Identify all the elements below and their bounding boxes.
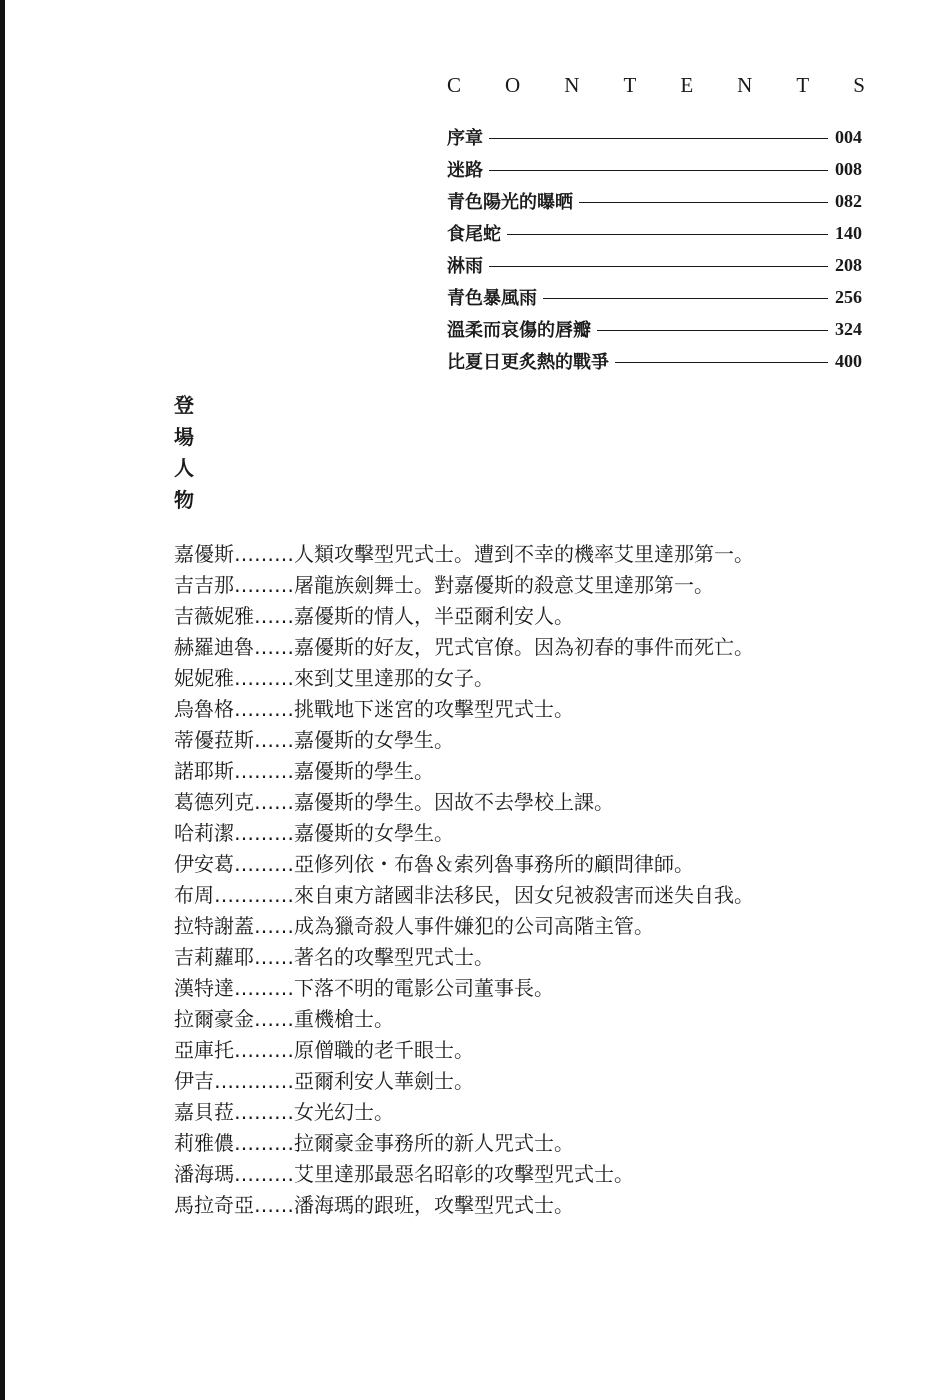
character-name: 吉吉那 bbox=[174, 573, 234, 597]
character-description: 拉爾豪金事務所的新人咒式士。 bbox=[294, 1131, 574, 1155]
character-entry bbox=[174, 756, 874, 787]
character-name: 妮妮雅 bbox=[174, 666, 234, 690]
character-leader-dots: ……… bbox=[234, 1162, 294, 1186]
toc-entry bbox=[447, 185, 862, 217]
toc-leader-line bbox=[507, 234, 828, 235]
toc-entry bbox=[447, 249, 862, 281]
character-description: 嘉優斯的女學生。 bbox=[294, 821, 454, 845]
character-description: 嘉優斯的學生。 bbox=[294, 759, 434, 783]
character-name: 伊安葛 bbox=[174, 852, 234, 876]
toc-entry-title: 淋雨 bbox=[447, 256, 483, 277]
character-entry bbox=[174, 880, 874, 911]
character-description: 亞爾利安人華劍士。 bbox=[294, 1069, 474, 1093]
character-description: 挑戰地下迷宮的攻擊型咒式士。 bbox=[294, 697, 574, 721]
character-entry bbox=[174, 539, 874, 570]
character-entry bbox=[174, 849, 874, 880]
toc-leader-line bbox=[597, 330, 828, 331]
character-entry bbox=[174, 601, 874, 632]
contents-heading-letter: T bbox=[796, 73, 810, 97]
character-leader-dots: …… bbox=[254, 728, 294, 752]
cast-heading bbox=[174, 390, 200, 516]
character-name: 諾耶斯 bbox=[174, 759, 234, 783]
character-name: 嘉優斯 bbox=[174, 542, 234, 566]
character-entry bbox=[174, 973, 874, 1004]
cast-heading-char: 場 bbox=[174, 424, 194, 449]
toc-leader-line bbox=[579, 202, 828, 203]
character-name: 伊吉 bbox=[174, 1069, 214, 1093]
contents-heading bbox=[447, 72, 865, 98]
toc-entry-page-number: 004 bbox=[835, 126, 862, 147]
cast-heading-char: 登 bbox=[174, 393, 194, 417]
character-entry bbox=[174, 632, 874, 663]
character-name: 嘉貝菈 bbox=[174, 1100, 234, 1124]
character-description: 人類攻擊型咒式士。遭到不幸的機率艾里達那第一。 bbox=[294, 542, 754, 566]
character-description: 亞修列依・布魯＆索列魯事務所的顧問律師。 bbox=[294, 852, 694, 876]
character-entry bbox=[174, 1035, 874, 1066]
character-entry bbox=[174, 911, 874, 942]
toc-entry-page-number: 082 bbox=[835, 190, 862, 211]
table-of-contents bbox=[447, 121, 862, 377]
character-list bbox=[174, 539, 874, 1221]
toc-entry-page-number: 008 bbox=[835, 158, 862, 179]
toc-entry-title: 序章 bbox=[447, 128, 483, 149]
book-spine-edge bbox=[0, 0, 5, 1400]
character-leader-dots: ……… bbox=[234, 976, 294, 1000]
character-leader-dots: …… bbox=[254, 914, 294, 938]
toc-entry-title: 迷路 bbox=[447, 160, 483, 181]
character-description: 嘉優斯的好友，咒式官僚。因為初春的事件而死亡。 bbox=[294, 635, 754, 659]
contents-heading-letter: S bbox=[853, 73, 865, 97]
character-leader-dots: …… bbox=[254, 604, 294, 628]
character-leader-dots: …… bbox=[254, 1193, 294, 1217]
character-name: 潘海瑪 bbox=[174, 1162, 234, 1186]
toc-leader-line bbox=[543, 298, 828, 299]
character-description: 嘉優斯的學生。因故不去學校上課。 bbox=[294, 790, 614, 814]
toc-entry-title: 青色陽光的曝晒 bbox=[447, 192, 573, 213]
character-entry bbox=[174, 1066, 874, 1097]
character-description: 著名的攻擊型咒式士。 bbox=[294, 945, 494, 969]
character-leader-dots: ………… bbox=[214, 1069, 294, 1093]
toc-leader-line bbox=[489, 138, 828, 139]
character-leader-dots: …… bbox=[254, 790, 294, 814]
character-leader-dots: ………… bbox=[214, 883, 294, 907]
character-entry bbox=[174, 942, 874, 973]
character-leader-dots: ……… bbox=[234, 697, 294, 721]
cast-heading-char: 物 bbox=[174, 487, 194, 512]
character-name: 馬拉奇亞 bbox=[174, 1193, 254, 1217]
toc-leader-line bbox=[615, 362, 828, 363]
character-entry bbox=[174, 1159, 874, 1190]
contents-heading-letter: O bbox=[505, 73, 521, 97]
character-description: 屠龍族劍舞士。對嘉優斯的殺意艾里達那第一。 bbox=[294, 573, 714, 597]
character-entry bbox=[174, 1128, 874, 1159]
character-entry bbox=[174, 663, 874, 694]
toc-entry-title: 溫柔而哀傷的唇瓣 bbox=[447, 320, 591, 341]
toc-entry-page-number: 400 bbox=[835, 350, 862, 371]
character-leader-dots: ……… bbox=[234, 821, 294, 845]
character-name: 哈莉潔 bbox=[174, 821, 234, 845]
character-description: 下落不明的電影公司董事長。 bbox=[294, 976, 554, 1000]
toc-entry bbox=[447, 153, 862, 185]
toc-entry-page-number: 256 bbox=[835, 286, 862, 307]
character-name: 吉莉蘿耶 bbox=[174, 945, 254, 969]
character-leader-dots: ……… bbox=[234, 542, 294, 566]
toc-entry-page-number: 208 bbox=[835, 254, 862, 275]
contents-heading-letter: N bbox=[564, 73, 580, 97]
toc-entry bbox=[447, 313, 862, 345]
character-name: 蒂優菈斯 bbox=[174, 728, 254, 752]
character-entry bbox=[174, 725, 874, 756]
toc-entry-page-number: 324 bbox=[835, 318, 862, 339]
character-name: 拉爾豪金 bbox=[174, 1007, 254, 1031]
character-description: 來自東方諸國非法移民，因女兒被殺害而迷失自我。 bbox=[294, 883, 754, 907]
contents-heading-letter: C bbox=[447, 73, 462, 97]
character-name: 布周 bbox=[174, 883, 214, 907]
character-name: 烏魯格 bbox=[174, 697, 234, 721]
character-leader-dots: ……… bbox=[234, 666, 294, 690]
character-entry bbox=[174, 1097, 874, 1128]
character-name: 葛德列克 bbox=[174, 790, 254, 814]
toc-leader-line bbox=[489, 266, 828, 267]
character-entry bbox=[174, 1190, 874, 1221]
character-leader-dots: …… bbox=[254, 945, 294, 969]
contents-heading-letter: N bbox=[737, 73, 753, 97]
character-name: 亞庫托 bbox=[174, 1038, 234, 1062]
character-leader-dots: …… bbox=[254, 1007, 294, 1031]
toc-entry bbox=[447, 345, 862, 377]
character-leader-dots: ……… bbox=[234, 759, 294, 783]
character-leader-dots: ……… bbox=[234, 1131, 294, 1155]
contents-heading-letter: T bbox=[623, 73, 637, 97]
character-description: 重機槍士。 bbox=[294, 1007, 394, 1031]
contents-heading-letter: E bbox=[680, 73, 694, 97]
cast-heading-char: 人 bbox=[174, 456, 194, 480]
character-leader-dots: ……… bbox=[234, 1038, 294, 1062]
character-leader-dots: ……… bbox=[234, 852, 294, 876]
toc-entry bbox=[447, 217, 862, 249]
character-description: 潘海瑪的跟班，攻擊型咒式士。 bbox=[294, 1193, 574, 1217]
character-description: 嘉優斯的女學生。 bbox=[294, 728, 454, 752]
character-description: 嘉優斯的情人，半亞爾利安人。 bbox=[294, 604, 574, 628]
toc-entry-title: 比夏日更炙熱的戰爭 bbox=[447, 352, 609, 373]
character-description: 成為獵奇殺人事件嫌犯的公司高階主管。 bbox=[294, 914, 654, 938]
character-name: 赫羅迪魯 bbox=[174, 635, 254, 659]
toc-entry-title: 青色暴風雨 bbox=[447, 288, 537, 309]
toc-entry-page-number: 140 bbox=[835, 222, 862, 243]
character-entry bbox=[174, 694, 874, 725]
character-leader-dots: ……… bbox=[234, 1100, 294, 1124]
character-description: 來到艾里達那的女子。 bbox=[294, 666, 494, 690]
character-description: 女光幻士。 bbox=[294, 1100, 394, 1124]
character-name: 吉薇妮雅 bbox=[174, 604, 254, 628]
character-entry bbox=[174, 787, 874, 818]
toc-leader-line bbox=[489, 170, 828, 171]
character-leader-dots: ……… bbox=[234, 573, 294, 597]
character-name: 莉雅儂 bbox=[174, 1131, 234, 1155]
character-entry bbox=[174, 1004, 874, 1035]
character-name: 漢特達 bbox=[174, 976, 234, 1000]
character-leader-dots: …… bbox=[254, 635, 294, 659]
character-entry bbox=[174, 570, 874, 601]
toc-entry bbox=[447, 281, 862, 313]
character-entry bbox=[174, 818, 874, 849]
character-name: 拉特謝蓋 bbox=[174, 914, 254, 938]
character-description: 原僧職的老千眼士。 bbox=[294, 1038, 474, 1062]
toc-entry-title: 食尾蛇 bbox=[447, 224, 501, 245]
toc-entry bbox=[447, 121, 862, 153]
character-description: 艾里達那最惡名昭彰的攻擊型咒式士。 bbox=[294, 1162, 634, 1186]
